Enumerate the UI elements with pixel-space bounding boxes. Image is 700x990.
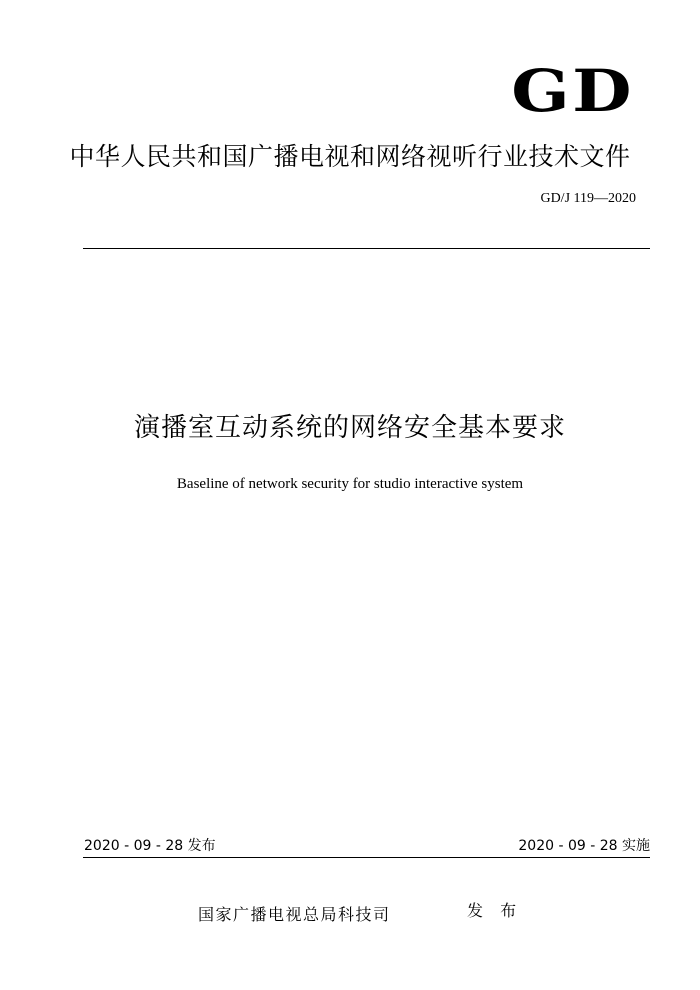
implement-date: 2020 - 09 - 28 实施 (518, 838, 650, 854)
standard-number: GD/J 119—2020 (540, 191, 636, 206)
bottom-divider (83, 857, 650, 858)
document-title: 演播室互动系统的网络安全基本要求 (133, 413, 566, 443)
issuer-name: 国家广播电视总局科技司 (198, 905, 391, 924)
document-subtitle-en: Baseline of network security for studio interactive system (176, 476, 524, 492)
publish-date: 2020 - 09 - 28 发布 (84, 838, 216, 854)
gd-logo: GD (511, 57, 634, 125)
issued-label: 发 布 (467, 901, 523, 920)
top-divider (83, 248, 650, 249)
agency-line: 中华人民共和国广播电视和网络视听行业技术文件 (69, 142, 631, 171)
